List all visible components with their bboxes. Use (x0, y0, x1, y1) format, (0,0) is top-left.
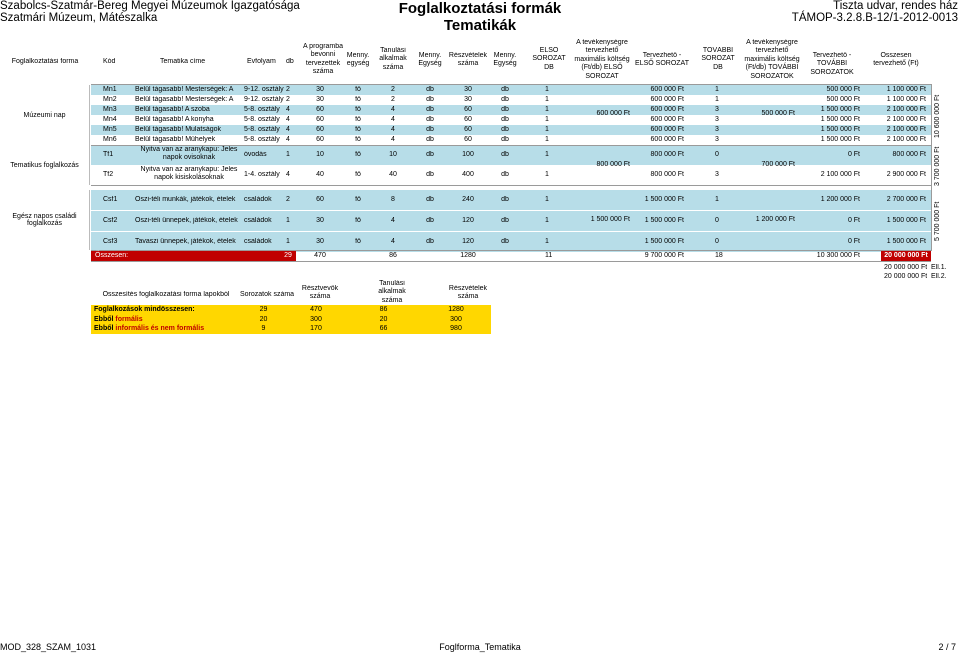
cell-kod: Tf1 (103, 151, 114, 158)
summary-header-alkalmak: Tanulási alkalmak száma (378, 280, 406, 304)
cell-kod: Csf2 (103, 217, 118, 224)
cell-alk: 4 (391, 217, 395, 224)
cell-db: 1 (286, 217, 290, 224)
totals-reszvetelek: 1280 (460, 252, 476, 259)
summary-label-highlight: informális és nem formális (115, 325, 205, 333)
cell-kod: Mn3 (103, 106, 117, 113)
cell-db: 4 (286, 126, 290, 133)
summary-table (91, 305, 491, 334)
summary-cell-p: 300 (421, 315, 491, 325)
cell-resz: 60 (464, 136, 472, 143)
cell-cim: Belül tágasabb! A szoba (135, 106, 210, 113)
cell-ossz: 1 500 000 Ft (886, 217, 926, 224)
cell-edb: 1 (545, 126, 549, 133)
cell-m2: db (426, 136, 434, 143)
cell-bev: 60 (316, 106, 324, 113)
group-total-egesz: 5 700 000 Ft (934, 201, 941, 241)
cell-resz: 400 (462, 171, 474, 178)
cell-evf: 1-4. osztály (244, 171, 280, 178)
cell-m3: db (501, 238, 509, 245)
cell-m3: db (501, 136, 509, 143)
summary-label-text: Ebből (94, 325, 116, 333)
cell-db: 2 (286, 86, 290, 93)
cell-resz: 30 (464, 86, 472, 93)
footer-sheet-name: Foglforma_Tematika (439, 642, 521, 652)
cell-alk: 4 (391, 238, 395, 245)
cell-evf: 5-8. osztály (244, 136, 280, 143)
cell-ossz: 2 100 000 Ft (886, 116, 926, 123)
summary-row (91, 305, 491, 315)
cell-tdb: 1 (715, 196, 719, 203)
cell-tterv: 1 500 000 Ft (820, 136, 860, 143)
group-total-muzeumi: 10 600 000 Ft (934, 94, 941, 138)
cell-m3: db (501, 96, 509, 103)
cell-evf: 5-8. osztály (244, 126, 280, 133)
cell-cim: Belül tágasabb! Mesterségek: A (135, 96, 234, 103)
cell-bev: 10 (316, 151, 324, 158)
col-alkalmak: Tanulási alkalmak száma (379, 47, 407, 71)
col-elso-tervezheto: Tervezhető - ELSŐ SOROZAT (635, 52, 689, 68)
summary-cell-a: 86 (346, 305, 421, 315)
footer-page-number: 2 / 7 (938, 642, 956, 652)
cell-tdb: 3 (715, 106, 719, 113)
col-tovabbi-db: TOVÁBBI SOROZAT DB (701, 47, 735, 71)
cell-alk: 4 (391, 116, 395, 123)
cell-eterv: 1 500 000 Ft (644, 217, 684, 224)
cell-eterv: 600 000 Ft (650, 126, 684, 133)
cell-m3: db (501, 196, 509, 203)
cell-cim: Nyitva van az aranykapu: Jeles napok kisiskolásoknak (140, 166, 238, 182)
cell-m2: db (426, 96, 434, 103)
totals-tovabbi-db: 18 (715, 252, 723, 259)
cell-tdb: 3 (715, 171, 719, 178)
page-title: Foglalkoztatási formák (398, 0, 562, 17)
cell-db: 2 (286, 96, 290, 103)
col-cim: Tematika címe (160, 58, 206, 65)
cell-ossz: 2 100 000 Ft (886, 126, 926, 133)
cell-tdb: 1 (715, 86, 719, 93)
cell-evf: családok (244, 217, 272, 224)
cell-tterv: 500 000 Ft (826, 96, 860, 103)
totals-tovabbi-tervezheto: 10 300 000 Ft (816, 252, 860, 259)
cell-kod: Csf3 (103, 238, 118, 245)
summary-cell-p: 980 (421, 324, 491, 334)
cell-ossz: 1 100 000 Ft (886, 96, 926, 103)
col-menny3: Menny. Egység (493, 52, 517, 68)
col-osszesen: Összesen tervezhető (Ft) (873, 52, 919, 68)
cell-tterv: 500 000 Ft (826, 86, 860, 93)
cell-resz: 60 (464, 106, 472, 113)
page-subtitle: Tematikák (443, 17, 517, 34)
cell-eterv: 600 000 Ft (650, 106, 684, 113)
col-menny1: Menny. egység (346, 52, 370, 68)
cell-resz: 100 (462, 151, 474, 158)
cell-m2: db (426, 238, 434, 245)
merged-csf-tovabbi-koltseg: 1 200 000 Ft (755, 216, 795, 223)
cell-evf: óvodás (244, 151, 267, 158)
cell-alk: 4 (391, 126, 395, 133)
totals-bevonni: 470 (314, 252, 326, 259)
cell-cim: Tavaszi ünnepek, játékok, ételek (135, 238, 236, 245)
cell-tdb: 3 (715, 116, 719, 123)
cell-tdb: 0 (715, 151, 719, 158)
cell-tdb: 3 (715, 126, 719, 133)
cell-db: 4 (286, 106, 290, 113)
summary-cell-r: 170 (286, 324, 346, 334)
cell-evf: 5-8. osztály (244, 106, 280, 113)
cell-m3: db (501, 171, 509, 178)
cell-alk: 2 (391, 86, 395, 93)
cell-tterv: 2 100 000 Ft (820, 171, 860, 178)
cell-resz: 120 (462, 238, 474, 245)
cell-bev: 60 (316, 136, 324, 143)
cell-ossz: 1 500 000 Ft (886, 238, 926, 245)
summary-row (91, 315, 491, 325)
cell-tterv: 0 Ft (847, 238, 860, 245)
cell-db: 1 (286, 238, 290, 245)
cell-m1: fő (355, 171, 361, 178)
cell-alk: 10 (389, 151, 397, 158)
cell-ossz: 1 100 000 Ft (886, 86, 926, 93)
cell-m1: fő (355, 106, 361, 113)
cell-evf: 5-8. osztály (244, 116, 280, 123)
cell-resz: 240 (462, 196, 474, 203)
cell-db: 1 (286, 151, 290, 158)
cell-tterv: 1 200 000 Ft (820, 196, 860, 203)
cell-cim: Belül tágasabb! Mesterségek: A (135, 86, 234, 93)
cell-m3: db (501, 151, 509, 158)
cell-m3: db (501, 217, 509, 224)
cell-eterv: 600 000 Ft (650, 136, 684, 143)
cell-tdb: 3 (715, 136, 719, 143)
group-tematikus: Tematikus foglalkozás (0, 145, 90, 185)
cell-alk: 2 (391, 96, 395, 103)
project-code: TÁMOP-3.2.8.B-12/1-2012-0013 (791, 12, 958, 24)
cell-kod: Mn1 (103, 86, 117, 93)
cell-tdb: 0 (715, 238, 719, 245)
col-forma: Foglalkoztatási forma (11, 58, 79, 65)
summary-label-text: Ebből (94, 315, 116, 323)
col-elso-koltseg: A tevékenységre tervezhető maximális költség (Ft/db) ELSŐ SOROZAT (574, 39, 630, 80)
col-reszv: Részvételek száma (448, 52, 488, 68)
cell-eterv: 600 000 Ft (650, 86, 684, 93)
summary-row-label (91, 315, 241, 325)
cell-kod: Mn5 (103, 126, 117, 133)
cell-edb: 1 (545, 151, 549, 158)
org-name: Szabolcs-Szatmár-Bereg Megyei Múzeumok Igazgatósága (0, 0, 300, 12)
col-db: db (286, 58, 294, 65)
summary-cell-s: 20 (241, 315, 286, 325)
totals-db: 29 (284, 252, 292, 259)
check-2-note: Ell.2. (931, 273, 947, 280)
cell-edb: 1 (545, 217, 549, 224)
cell-m3: db (501, 86, 509, 93)
cell-bev: 30 (316, 96, 324, 103)
cell-resz: 30 (464, 96, 472, 103)
cell-eterv: 800 000 Ft (650, 151, 684, 158)
merged-csf-elso-koltseg: 1 500 000 Ft (590, 216, 630, 223)
cell-m1: fő (355, 196, 361, 203)
merged-mn-tovabbi-koltseg: 500 000 Ft (761, 110, 795, 117)
totals-label: Összesen: (91, 251, 296, 261)
cell-kod: Mn4 (103, 116, 117, 123)
cell-kod: Tf2 (103, 171, 114, 178)
summary-row (91, 324, 491, 334)
cell-edb: 1 (545, 96, 549, 103)
project-name: Tiszta udvar, rendes ház (833, 0, 958, 12)
check-1-value: 20 000 000 Ft (884, 264, 928, 271)
col-kod: Kód (103, 58, 116, 65)
summary-header-label: Összesítés foglalkozatási forma lapokból (102, 291, 230, 298)
cell-kod: Csf1 (103, 196, 118, 203)
cell-m1: fő (355, 136, 361, 143)
cell-resz: 120 (462, 217, 474, 224)
cell-db: 4 (286, 171, 290, 178)
cell-cim: Belül tágasabb! Műhelyek (135, 136, 216, 143)
cell-tterv: 1 500 000 Ft (820, 106, 860, 113)
group-total-tematikus: 3 700 000 Ft (934, 146, 941, 186)
cell-ossz: 2 700 000 Ft (886, 196, 926, 203)
cell-tdb: 1 (715, 96, 719, 103)
totals-osszesen: 20 000 000 Ft (881, 251, 931, 261)
cell-tterv: 0 Ft (847, 151, 860, 158)
summary-label-highlight: formális (115, 315, 143, 323)
cell-m1: fő (355, 126, 361, 133)
cell-tterv: 0 Ft (847, 217, 860, 224)
cell-kod: Mn6 (103, 136, 117, 143)
cell-evf: 9-12. osztály (244, 96, 284, 103)
footer-doc-id: MOD_328_SZAM_1031 (0, 642, 97, 652)
cell-edb: 1 (545, 116, 549, 123)
summary-cell-s: 29 (241, 305, 286, 315)
cell-bev: 30 (316, 238, 324, 245)
col-bevonni: A programba bevonni tervezettek száma (302, 43, 344, 76)
cell-m1: fő (355, 151, 361, 158)
cell-bev: 60 (316, 116, 324, 123)
check-2-value: 20 000 000 Ft (884, 273, 928, 280)
cell-cim: Belül tágasabb! Mulatságok (135, 126, 221, 133)
cell-cim: Nyitva van az aranykapu: Jeles napok ovisoknak (140, 146, 238, 162)
cell-m1: fő (355, 116, 361, 123)
totals-alkalmak: 86 (389, 252, 397, 259)
cell-resz: 60 (464, 126, 472, 133)
cell-alk: 8 (391, 196, 395, 203)
summary-header-reszvetelek: Részvételek száma (448, 285, 488, 301)
cell-m3: db (501, 126, 509, 133)
cell-resz: 60 (464, 116, 472, 123)
cell-m2: db (426, 126, 434, 133)
cell-alk: 4 (391, 106, 395, 113)
cell-m1: fő (355, 238, 361, 245)
cell-eterv: 600 000 Ft (650, 96, 684, 103)
cell-cim: Őszi-téli munkák, játékok, ételek (135, 196, 236, 203)
merged-tf-elso-koltseg: 800 000 Ft (596, 161, 630, 168)
summary-row-label (91, 305, 241, 315)
summary-header-sorozat: Sorozatok száma (240, 291, 294, 298)
cell-ossz: 2 900 000 Ft (886, 171, 926, 178)
cell-m2: db (426, 106, 434, 113)
cell-eterv: 600 000 Ft (650, 116, 684, 123)
cell-edb: 1 (545, 171, 549, 178)
cell-alk: 40 (389, 171, 397, 178)
merged-mn-elso-koltseg: 600 000 Ft (596, 110, 630, 117)
group-egesz-napos: Egész napos családi foglalkozás (0, 190, 90, 250)
summary-header-resztvevok: Résztvevők száma (301, 285, 339, 301)
summary-label-text: Foglalkozások mindösszesen: (94, 306, 195, 314)
cell-ossz: 2 100 000 Ft (886, 106, 926, 113)
merged-tf-tovabbi-koltseg: 700 000 Ft (761, 161, 795, 168)
totals-elso-tervezheto: 9 700 000 Ft (644, 252, 684, 259)
cell-m2: db (426, 217, 434, 224)
col-evfolyam: Évfolyam (247, 58, 276, 65)
cell-eterv: 1 500 000 Ft (644, 196, 684, 203)
totals-elso-db: 11 (545, 252, 553, 259)
summary-cell-a: 66 (346, 324, 421, 334)
cell-tterv: 1 500 000 Ft (820, 116, 860, 123)
cell-db: 4 (286, 116, 290, 123)
cell-bev: 60 (316, 196, 324, 203)
summary-cell-r: 470 (286, 305, 346, 315)
cell-kod: Mn2 (103, 96, 117, 103)
cell-bev: 60 (316, 126, 324, 133)
summary-cell-p: 1280 (421, 305, 491, 315)
summary-cell-r: 300 (286, 315, 346, 325)
cell-m2: db (426, 171, 434, 178)
cell-m3: db (501, 116, 509, 123)
cell-tterv: 1 500 000 Ft (820, 126, 860, 133)
cell-ossz: 800 000 Ft (892, 151, 926, 158)
cell-cim: Belül tágasabb! A konyha (135, 116, 214, 123)
cell-ossz: 2 100 000 Ft (886, 136, 926, 143)
col-menny2: Menny. Egység (418, 52, 442, 68)
cell-edb: 1 (545, 196, 549, 203)
summary-row-label (91, 324, 241, 334)
cell-evf: családok (244, 196, 272, 203)
cell-m2: db (426, 196, 434, 203)
cell-evf: 9-12. osztály (244, 86, 284, 93)
check-1-note: Ell.1. (931, 264, 947, 271)
cell-edb: 1 (545, 238, 549, 245)
cell-alk: 4 (391, 136, 395, 143)
cell-edb: 1 (545, 86, 549, 93)
cell-m2: db (426, 86, 434, 93)
cell-db: 2 (286, 196, 290, 203)
cell-bev: 30 (316, 86, 324, 93)
group-muzeumi-nap: Múzeumi nap (0, 85, 90, 145)
cell-evf: családok (244, 238, 272, 245)
cell-m1: fő (355, 86, 361, 93)
cell-tdb: 0 (715, 217, 719, 224)
museum-name: Szatmári Múzeum, Mátészalka (0, 12, 158, 24)
cell-eterv: 800 000 Ft (650, 171, 684, 178)
col-elso-db: ELSŐ SOROZAT DB (532, 47, 566, 71)
cell-bev: 40 (316, 171, 324, 178)
cell-m1: fő (355, 217, 361, 224)
cell-m2: db (426, 116, 434, 123)
cell-m3: db (501, 106, 509, 113)
cell-edb: 1 (545, 106, 549, 113)
summary-cell-s: 9 (241, 324, 286, 334)
cell-cim: Őszi-téli ünnepek, játékok, ételek (135, 217, 238, 224)
col-tovabbi-koltseg: A tevékenységre tervezhető maximális költség (Ft/db) TOVÁBBI SOROZATOK (744, 39, 800, 80)
col-tovabbi-tervezheto: Tervezhető - TOVÁBBI SOROZATOK (810, 52, 854, 76)
cell-m2: db (426, 151, 434, 158)
cell-db: 4 (286, 136, 290, 143)
cell-eterv: 1 500 000 Ft (644, 238, 684, 245)
cell-edb: 1 (545, 136, 549, 143)
summary-cell-a: 20 (346, 315, 421, 325)
cell-bev: 30 (316, 217, 324, 224)
cell-m1: fő (355, 96, 361, 103)
